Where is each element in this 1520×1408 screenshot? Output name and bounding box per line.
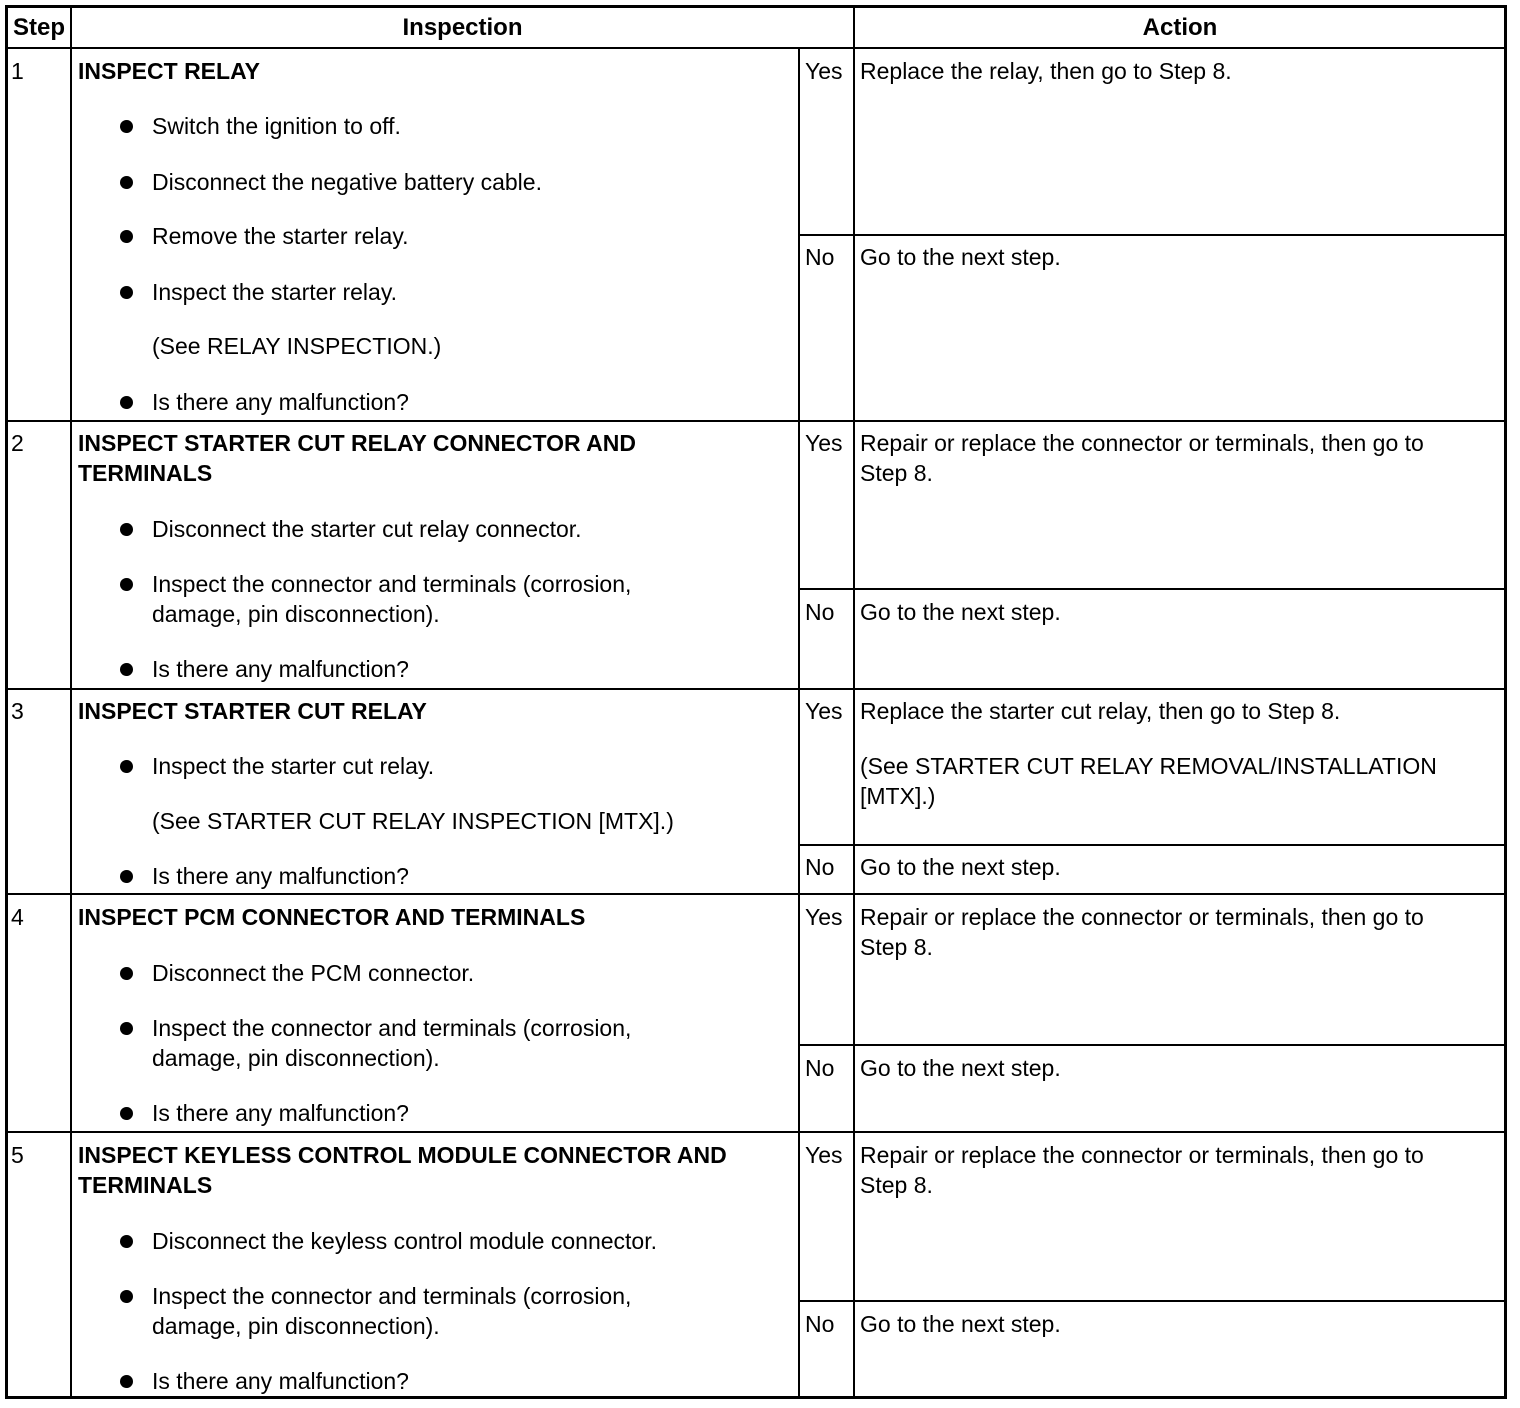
bullet-icon bbox=[120, 286, 133, 299]
inspection-bullet: damage, pin disconnection). bbox=[152, 601, 440, 627]
bullet-icon bbox=[120, 1235, 133, 1248]
yes-label: Yes bbox=[805, 1142, 843, 1168]
bullet-icon bbox=[120, 120, 133, 133]
inspection-bullet: damage, pin disconnection). bbox=[152, 1313, 440, 1339]
no-action: Go to the next step. bbox=[860, 854, 1061, 880]
inspection-bullet: Inspect the starter cut relay. bbox=[152, 753, 435, 779]
row-divider bbox=[5, 893, 1507, 895]
no-action: Go to the next step. bbox=[860, 244, 1061, 270]
step-number: 3 bbox=[11, 698, 24, 724]
inspection-bullet: Inspect the connector and terminals (corrosion, bbox=[152, 571, 632, 597]
yes-no-divider bbox=[798, 588, 1507, 590]
inspection-bullet: Inspect the connector and terminals (corrosion, bbox=[152, 1283, 632, 1309]
inspection-bullet: Disconnect the keyless control module connector. bbox=[152, 1228, 657, 1254]
inspection-bullet: Disconnect the starter cut relay connector. bbox=[152, 516, 582, 542]
header-step: Step bbox=[12, 14, 65, 41]
no-action: Go to the next step. bbox=[860, 599, 1061, 625]
no-label: No bbox=[805, 1055, 835, 1081]
inspection-bullet: Switch the ignition to off. bbox=[152, 113, 401, 139]
step-title: INSPECT RELAY bbox=[78, 58, 260, 84]
yes-action: Repair or replace the connector or terminals, then go to bbox=[860, 430, 1424, 456]
inspection-question: Is there any malfunction? bbox=[152, 1368, 409, 1394]
step-number: 5 bbox=[11, 1142, 24, 1168]
inspection-question: Is there any malfunction? bbox=[152, 1100, 409, 1126]
row-divider bbox=[5, 420, 1507, 422]
yes-action: Repair or replace the connector or terminals, then go to bbox=[860, 1142, 1424, 1168]
no-label: No bbox=[805, 244, 835, 270]
column-divider bbox=[853, 5, 855, 1399]
inspection-question: Is there any malfunction? bbox=[152, 863, 409, 889]
header-action: Action bbox=[1142, 14, 1218, 41]
yes-action: Repair or replace the connector or terminals, then go to bbox=[860, 904, 1424, 930]
inspection-question: Is there any malfunction? bbox=[152, 656, 409, 682]
inspection-bullet: damage, pin disconnection). bbox=[152, 1045, 440, 1071]
inspection-bullet: Inspect the starter relay. bbox=[152, 279, 398, 305]
bullet-icon bbox=[120, 176, 133, 189]
reference-note: (See STARTER CUT RELAY INSPECTION [MTX].) bbox=[152, 808, 674, 834]
yes-action: Step 8. bbox=[860, 460, 933, 486]
yes-action: Step 8. bbox=[860, 1172, 933, 1198]
no-label: No bbox=[805, 854, 835, 880]
column-divider bbox=[70, 5, 72, 1399]
step-title: TERMINALS bbox=[78, 1172, 213, 1198]
bullet-icon bbox=[120, 523, 133, 536]
bullet-icon bbox=[120, 663, 133, 676]
step-title: INSPECT STARTER CUT RELAY CONNECTOR AND bbox=[78, 430, 637, 456]
column-divider bbox=[798, 48, 800, 1399]
reference-note: (See RELAY INSPECTION.) bbox=[152, 333, 442, 359]
step-title: INSPECT PCM CONNECTOR AND TERMINALS bbox=[78, 904, 586, 930]
inspection-bullet: Disconnect the negative battery cable. bbox=[152, 169, 542, 195]
yes-label: Yes bbox=[805, 58, 843, 84]
step-title: TERMINALS bbox=[78, 460, 213, 486]
bullet-icon bbox=[120, 760, 133, 773]
yes-action-note: [MTX].) bbox=[860, 783, 936, 809]
row-divider bbox=[5, 688, 1507, 690]
step-number: 1 bbox=[11, 58, 24, 84]
no-label: No bbox=[805, 1311, 835, 1337]
inspection-question: Is there any malfunction? bbox=[152, 389, 409, 415]
bullet-icon bbox=[120, 967, 133, 980]
step-title: INSPECT STARTER CUT RELAY bbox=[78, 698, 427, 724]
bullet-icon bbox=[120, 1375, 133, 1388]
step-title: INSPECT KEYLESS CONTROL MODULE CONNECTOR AND bbox=[78, 1142, 727, 1168]
yes-action: Replace the starter cut relay, then go to Step 8. bbox=[860, 698, 1341, 724]
yes-action: Replace the relay, then go to Step 8. bbox=[860, 58, 1232, 84]
inspection-bullet: Remove the starter relay. bbox=[152, 223, 409, 249]
yes-action: Step 8. bbox=[860, 934, 933, 960]
yes-no-divider bbox=[798, 234, 1507, 236]
inspection-bullet: Disconnect the PCM connector. bbox=[152, 960, 475, 986]
no-action: Go to the next step. bbox=[860, 1055, 1061, 1081]
no-label: No bbox=[805, 599, 835, 625]
bullet-icon bbox=[120, 578, 133, 591]
bullet-icon bbox=[120, 1107, 133, 1120]
yes-no-divider bbox=[798, 1044, 1507, 1046]
bullet-icon bbox=[120, 1290, 133, 1303]
step-number: 2 bbox=[11, 430, 24, 456]
yes-label: Yes bbox=[805, 698, 843, 724]
header-inspection: Inspection bbox=[402, 14, 523, 41]
step-number: 4 bbox=[11, 904, 24, 930]
bullet-icon bbox=[120, 396, 133, 409]
yes-no-divider bbox=[798, 1300, 1507, 1302]
no-action: Go to the next step. bbox=[860, 1311, 1061, 1337]
bullet-icon bbox=[120, 230, 133, 243]
yes-no-divider bbox=[798, 844, 1507, 846]
yes-label: Yes bbox=[805, 430, 843, 456]
bullet-icon bbox=[120, 1022, 133, 1035]
header-divider bbox=[5, 47, 1507, 49]
yes-label: Yes bbox=[805, 904, 843, 930]
row-divider bbox=[5, 1131, 1507, 1133]
bullet-icon bbox=[120, 870, 133, 883]
inspection-bullet: Inspect the connector and terminals (corrosion, bbox=[152, 1015, 632, 1041]
yes-action-note: (See STARTER CUT RELAY REMOVAL/INSTALLATION bbox=[860, 753, 1437, 779]
